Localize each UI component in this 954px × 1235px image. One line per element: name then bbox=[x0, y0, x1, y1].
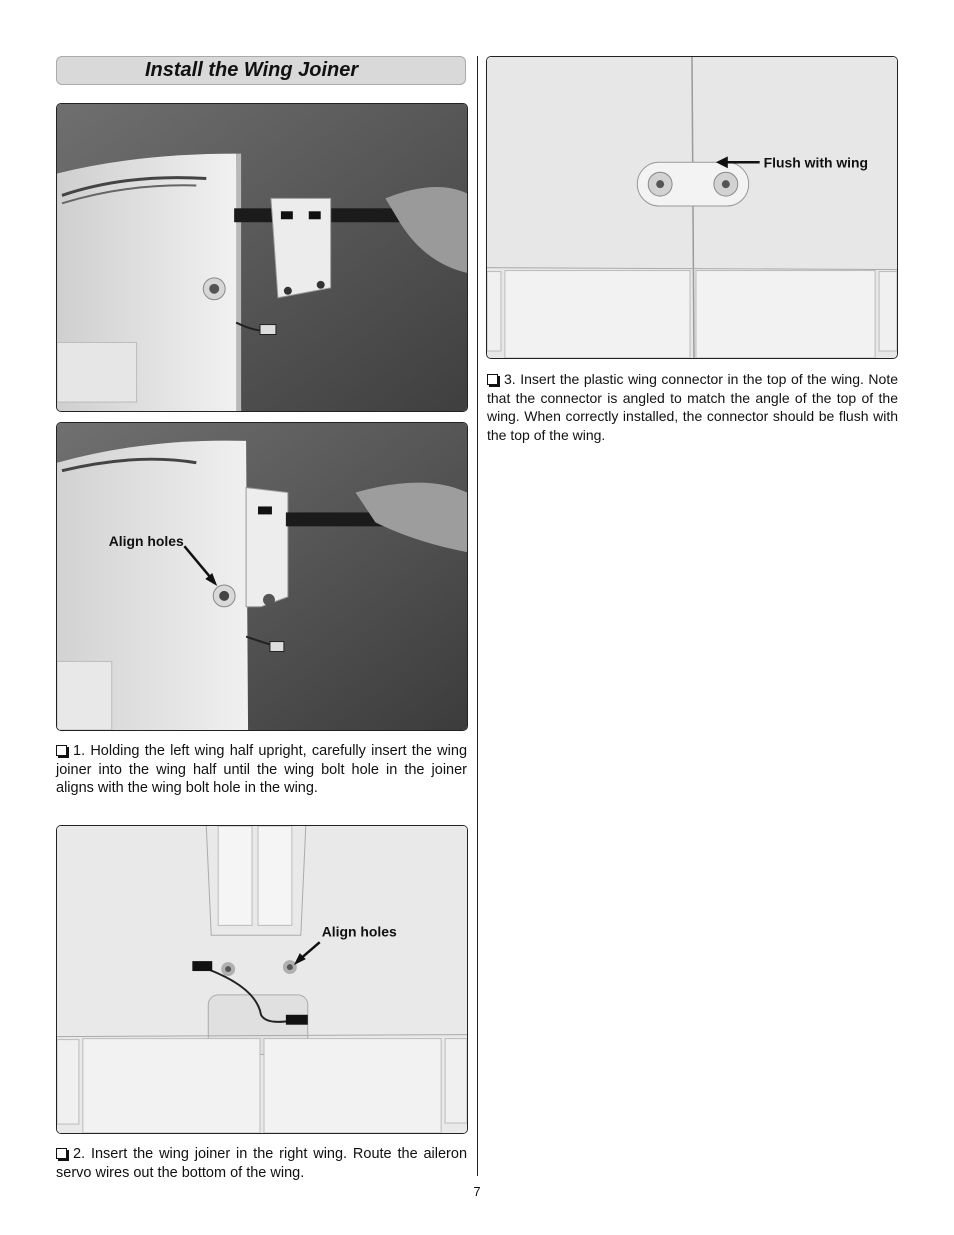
step-3 bbox=[487, 370, 898, 444]
step-1-number: 1. bbox=[73, 743, 86, 759]
step-1-text: Holding the left wing half upright, carefully insert the wing joiner into the wing half until the wing bolt hole in the joiner aligns with the wing bolt hole in the wing. bbox=[56, 743, 468, 796]
photo-wing-connector-flush bbox=[486, 56, 898, 359]
step-2 bbox=[56, 1145, 467, 1182]
page-number: 7 bbox=[473, 1184, 481, 1199]
photo-wing-connector-flush-image bbox=[487, 57, 897, 358]
photo-align-holes-left-wing bbox=[56, 422, 468, 731]
photo-right-wing-joiner bbox=[56, 825, 468, 1134]
section-title-banner bbox=[56, 56, 466, 85]
photo-joiner-insertion-image bbox=[57, 104, 467, 411]
step-3-number: 3. bbox=[504, 371, 516, 387]
photo-joiner-insertion bbox=[56, 103, 468, 412]
photo2-callout-label: Align holes bbox=[108, 533, 184, 550]
photo-align-holes-left-wing-image bbox=[57, 423, 467, 730]
section-title: Install the Wing Joiner bbox=[145, 59, 359, 81]
column-divider bbox=[477, 56, 478, 1176]
photo3-callout-label: Align holes bbox=[321, 923, 397, 940]
step-2-number: 2. bbox=[73, 1146, 86, 1162]
photo4-callout-label: Flush with wing bbox=[763, 154, 869, 171]
step-1 bbox=[56, 742, 467, 798]
step-2-checkbox[interactable] bbox=[56, 1148, 67, 1159]
step-3-text: Insert the plastic wing connector in the top of the wing. Note that the connector is angled to match the angle of the top of the wing. When correctly installed, the connector should be flush with the top of the wing. bbox=[487, 371, 899, 443]
step-2-text: Insert the wing joiner in the right wing. Route the aileron servo wires out the bottom of the wing. bbox=[56, 1146, 468, 1181]
step-1-checkbox[interactable] bbox=[56, 745, 67, 756]
photo-right-wing-joiner-image bbox=[57, 826, 467, 1133]
step-3-checkbox[interactable] bbox=[487, 374, 498, 385]
